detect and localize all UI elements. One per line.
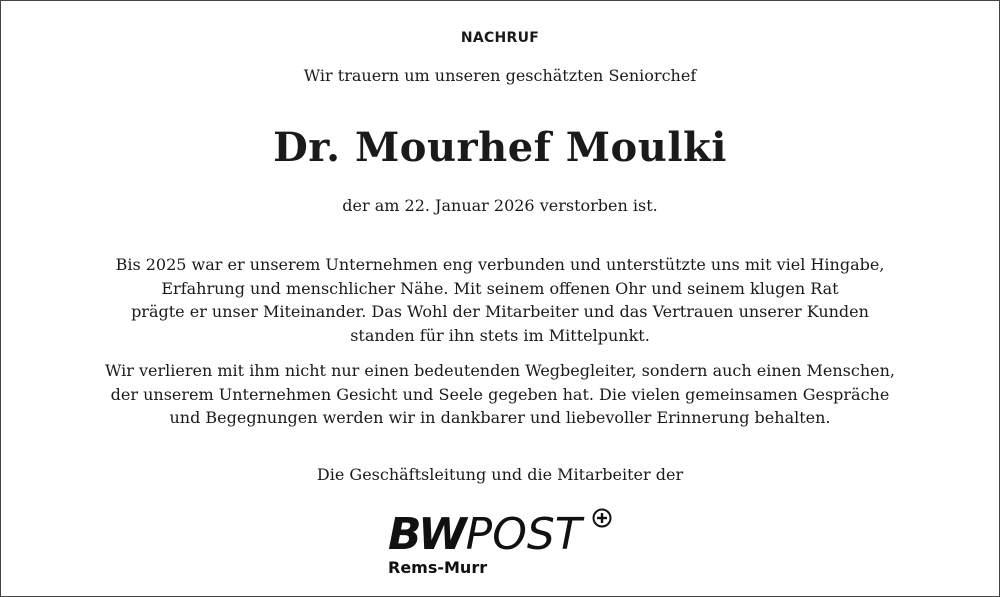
logo-bw: BW	[388, 509, 466, 560]
plus-circle-icon	[592, 508, 612, 528]
paragraph-1-line: prägte er unser Miteinander. Das Wohl der Mitarbeiter und das Vertrauen unserer Kunden	[131, 302, 869, 321]
bwpost-logo	[388, 508, 628, 588]
logo-subtitle: Rems-Murr	[388, 558, 488, 577]
signature-line: Die Geschäftsleitung und die Mitarbeiter der	[316, 465, 684, 484]
paragraph-2	[0, 359, 1000, 430]
paragraph-1-line: Erfahrung und menschlicher Nähe. Mit seinem offenen Ohr und seinem klugen Rat	[161, 278, 839, 298]
notice-intro: Wir trauern um unseren geschätzten Seniorchef	[303, 66, 697, 85]
paragraph-1-line: standen für ihn stets im Mittelpunkt.	[350, 325, 650, 345]
logo-wordmark	[388, 510, 582, 560]
logo-post: POST	[465, 509, 582, 560]
paragraph-2-line: und Begegnungen werden wir in dankbarer und liebevoller Erinnerung behalten.	[169, 408, 831, 427]
paragraph-2-line: der unserem Unternehmen Gesicht und Seele gegeben hat. Die vielen gemeinsamen Gespräche	[110, 384, 890, 404]
paragraph-1	[0, 253, 1000, 347]
deceased-name: Dr. Mourhef Moulki	[273, 124, 727, 171]
paragraph-2-line: Wir verlieren mit ihm nicht nur einen bedeutenden Wegbegleiter, sondern auch einen Menschen,	[105, 361, 895, 380]
notice-heading: NACHRUF	[460, 30, 540, 46]
paragraph-1-line: Bis 2025 war er unserem Unternehmen eng verbunden und unterstützte uns mit viel Hingabe,	[115, 255, 885, 274]
death-date-line: der am 22. Januar 2026 verstorben ist.	[342, 196, 658, 215]
